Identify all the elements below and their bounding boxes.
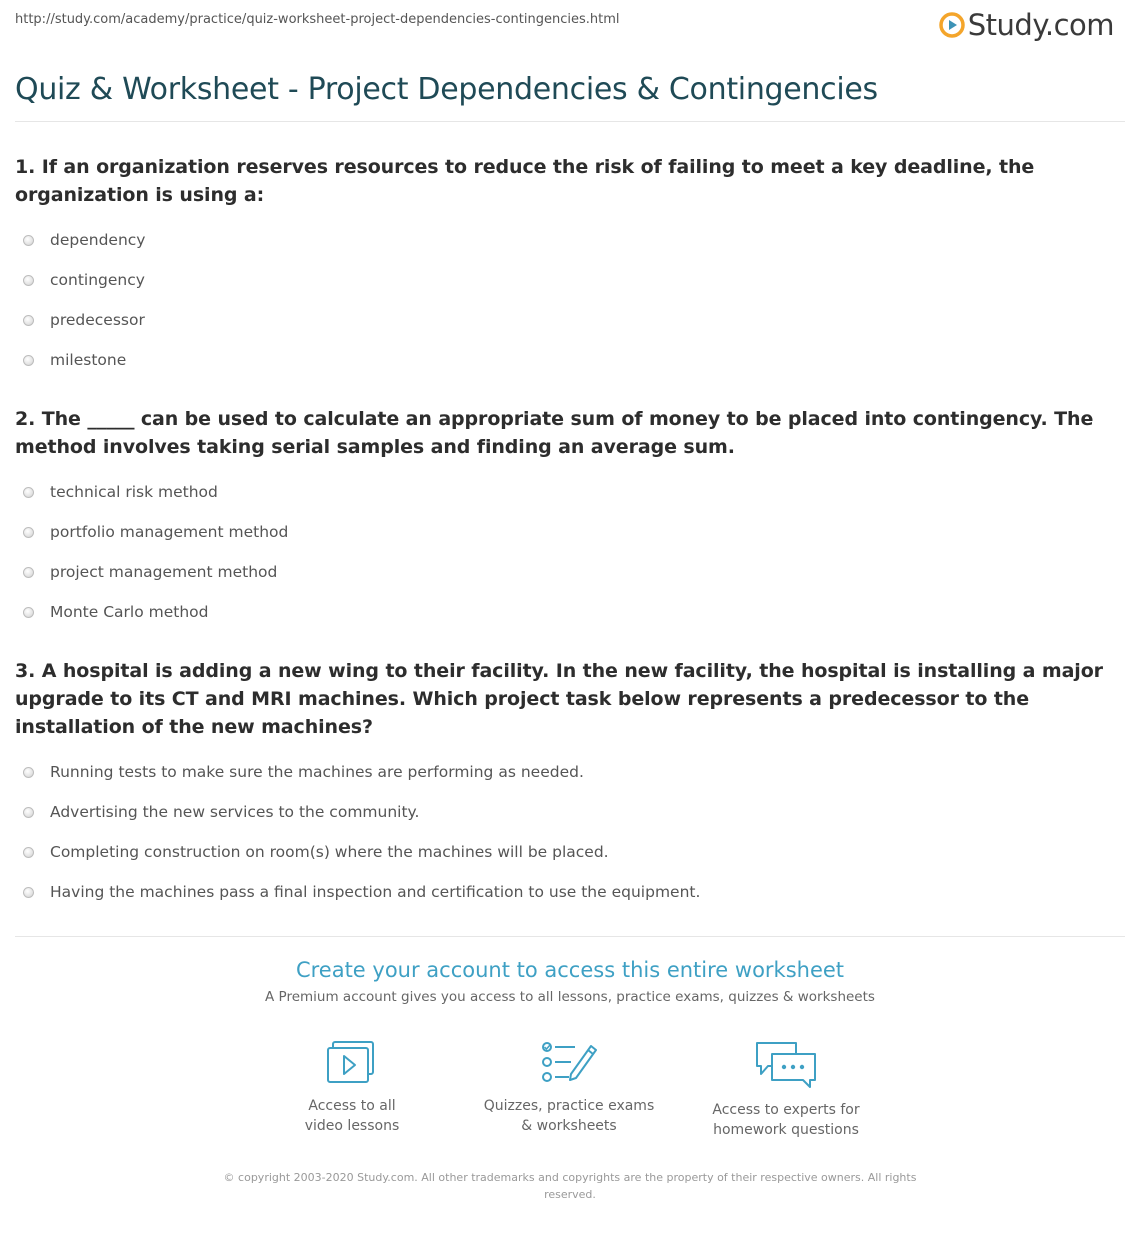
option-label: Running tests to make sure the machines are performing as needed. [50,763,584,781]
option-label: technical risk method [50,483,218,501]
question-text: 2. The _____ can be used to calculate an appropriate sum of money to be placed into contingency. The method involves taking serial samples and finding an average sum. [15,408,1094,458]
answer-option[interactable] [15,340,1115,380]
feature-quizzes [469,1040,669,1136]
chat-bubbles-icon [754,1040,818,1088]
option-label: portfolio management method [50,523,289,541]
play-circle-icon [939,12,965,38]
question-text: 3. A hospital is adding a new wing to their facility. In the new facility, the hospital is installing a major upgrade to its CT and MRI machines. Which project task below represents a predecessor to the installation of the new machines? [15,660,1103,738]
radio-button[interactable] [23,767,34,778]
title-divider [15,121,1125,122]
answer-options [15,220,1115,380]
radio-button[interactable] [23,807,34,818]
feature-label-line2: video lessons [304,1118,400,1134]
feature-label-line2: homework questions [713,1122,859,1138]
question-1 [15,153,1115,380]
radio-button[interactable] [23,527,34,538]
answer-option[interactable] [15,792,1115,832]
page-url: http://study.com/academy/practice/quiz-worksheet-project-dependencies-contingencies.html [15,12,620,27]
feature-label-line1: Quizzes, practice exams [483,1098,655,1114]
logo-text: Study.com [967,8,1114,42]
question-3 [15,657,1115,912]
answer-option[interactable] [15,472,1115,512]
radio-button[interactable] [23,887,34,898]
radio-button[interactable] [23,355,34,366]
option-label: milestone [50,351,127,369]
create-account-link[interactable]: Create your account to access this entire worksheet [295,958,845,982]
radio-button[interactable] [23,487,34,498]
option-label: Advertising the new services to the community. [50,803,420,821]
feature-video-lessons [252,1040,452,1136]
radio-button[interactable] [23,275,34,286]
feature-label-line2: & worksheets [521,1118,617,1134]
radio-button[interactable] [23,567,34,578]
radio-button[interactable] [23,315,34,326]
answer-option[interactable] [15,832,1115,872]
feature-label-line1: Access to experts for [712,1102,860,1118]
answer-option[interactable] [15,872,1115,912]
video-lessons-icon [325,1040,379,1084]
option-label: Monte Carlo method [50,603,209,621]
option-label: project management method [50,563,278,581]
answer-option[interactable] [15,552,1115,592]
radio-button[interactable] [23,607,34,618]
copyright-notice: © copyright 2003-2020 Study.com. All other trademarks and copyrights are the property of their respective owners. All rights reserved. [223,1171,917,1201]
option-label: predecessor [50,311,145,329]
radio-button[interactable] [23,235,34,246]
answer-options [15,472,1115,632]
radio-button[interactable] [23,847,34,858]
study-logo[interactable] [939,8,1114,42]
option-label: dependency [50,231,146,249]
option-label: Having the machines pass a final inspection and certification to use the equipment. [50,883,701,901]
cta-divider [15,936,1125,937]
quiz-checklist-icon [541,1040,597,1084]
option-label: contingency [50,271,145,289]
question-text: 1. If an organization reserves resources to reduce the risk of failing to meet a key deadline, the organization is using a: [15,156,1035,206]
answer-option[interactable] [15,220,1115,260]
page-title: Quiz & Worksheet - Project Dependencies & Contingencies [15,72,878,107]
answer-option[interactable] [15,752,1115,792]
answer-option[interactable] [15,592,1115,632]
answer-options [15,752,1115,912]
answer-option[interactable] [15,512,1115,552]
cta-subtitle: A Premium account gives you access to all lessons, practice exams, quizzes & worksheets [265,989,875,1005]
feature-label-line1: Access to all [308,1098,396,1114]
answer-option[interactable] [15,260,1115,300]
answer-option[interactable] [15,300,1115,340]
question-2 [15,405,1115,632]
feature-experts [686,1040,886,1140]
option-label: Completing construction on room(s) where the machines will be placed. [50,843,609,861]
